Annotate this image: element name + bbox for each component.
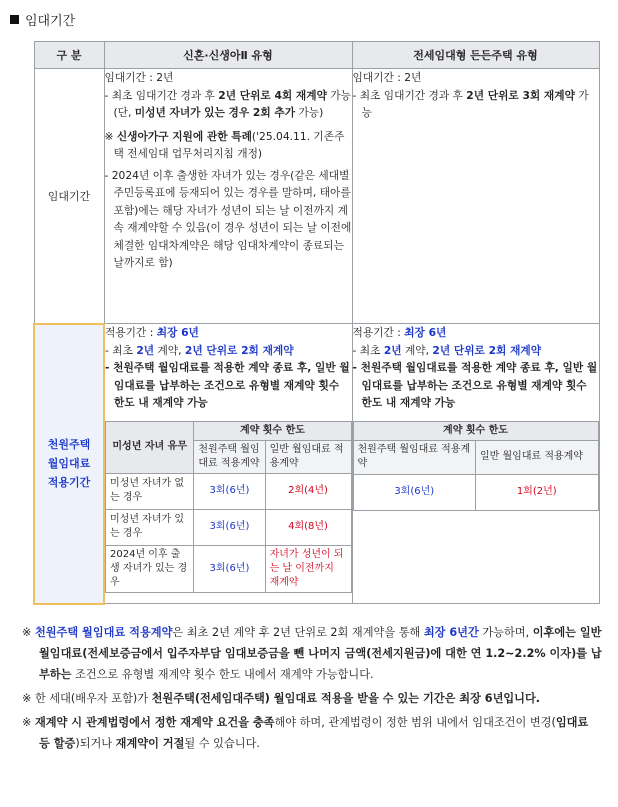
sub-header-minor-child: 미성년 자녀 유무 [106,421,194,473]
period-line: 임대기간 : 2년 [104,71,174,84]
jeonse-limit-subtable [353,421,599,511]
apply-period-line: 적용기간 : 최장 6년 [352,326,447,339]
cheonwon-value: 3회(6년) [194,473,265,509]
general-value: 자녀가 성년이 되는 날 이전까지 재계약 [265,545,351,592]
jeonse-rental-period-cell [352,69,599,324]
general-value: 2회(4년) [265,473,351,509]
footnote-cheonwon: ※ 천원주택 월임대료 적용계약은 최초 2년 계약 후 2년 단위로 2회 재계약을 통해 최장 6년간 가능하며, 이후에는 일반 월임대료(전세보증금에서 입주자부담 임대보증금을 뺀 나머지 금액(전세지원금)에 대한 연 1.2~2.2% 이자)를 납부하는 조건으로 유형별 재계약 횟수 한도 내에서 재계약 가능합니다. [22,626,602,681]
newlywed-cheonwon-cell [104,324,352,604]
general-value: 4회(8년) [265,509,351,545]
sub-header-general: 일반 월임대료 적용계약 [476,440,599,474]
general-rent-bullet: - 천원주택 월임대료를 적용한 계약 종료 후, 일반 월임대료를 납부하는 조건으로 유형별 재계약 횟수 한도 내 재계약 가능 [352,361,598,409]
col-header-newlywed: 신혼·신생아Ⅱ 유형 [104,42,352,69]
row-label-rental-period: 임대기간 [34,69,104,324]
footnote-renewal: ※ 재계약 시 관계법령에서 정한 재계약 요건을 충족해야 하며, 관계법령이 정한 범위 내에서 임대조건이 변경(임대료 등 할증)되거나 재계약이 거절될 수 있습니다. [22,716,589,750]
header-row [34,42,599,69]
sub-header-cheonwon: 천원주택 월임대료 적용계약 [194,440,265,473]
period-line: 임대기간 : 2년 [352,71,422,84]
square-bullet-icon [10,15,19,24]
table-row [106,509,352,545]
row-rental-period [34,69,599,324]
rental-period-table [33,41,600,605]
apply-period-line: 적용기간 : 최장 6년 [105,326,199,339]
table-row [106,545,352,592]
row-label: 미성년 자녀가 없는 경우 [106,473,194,509]
row-cheonwon-period [34,324,599,604]
footnotes [22,622,602,757]
footnote-household: ※ 한 세대(배우자 포함)가 천원주택(전세임대주택) 월임대료 적용을 받을 수 있는 기간은 최장 6년입니다. [22,692,541,705]
first-contract-bullet: - 최초 2년 계약, 2년 단위로 2회 재계약 [105,343,294,357]
newborn-special-note: ※ 신생아가구 지원에 관한 특례('25.04.11. 기존주택 전세임대 업무처리지침 개정) [104,129,345,160]
cheonwon-value: 3회(6년) [194,545,265,592]
sub-header-limit: 계약 횟수 한도 [194,421,351,440]
sub-header-general: 일반 월임대료 적용계약 [265,440,351,473]
sub-header-limit: 계약 횟수 한도 [353,421,598,440]
newlywed-rental-period-cell [104,69,352,324]
newlywed-limit-subtable [105,421,352,593]
row-label-cheonwon-period: 천원주택 월임대료 적용기간 [34,324,104,604]
general-rent-bullet: - 천원주택 월임대료를 적용한 계약 종료 후, 일반 월임대료를 납부하는 조건으로 유형별 재계약 횟수 한도 내 재계약 가능 [105,361,350,409]
general-value: 1회(2년) [476,474,599,510]
table-row [353,474,598,510]
row-label: 미성년 자녀가 있는 경우 [106,509,194,545]
col-header-category: 구 분 [34,42,104,69]
section-title: 임대기간 [10,10,75,29]
row-label: 2024년 이후 출생 자녀가 있는 경우 [106,545,194,592]
table-row [106,473,352,509]
cheonwon-value: 3회(6년) [353,474,476,510]
first-contract-bullet: - 최초 2년 계약, 2년 단위로 2회 재계약 [352,343,542,357]
sub-header-cheonwon: 천원주택 월임대료 적용계약 [353,440,476,474]
renewal-bullet: - 최초 임대기간 경과 후 2년 단위로 4회 재계약 가능(단, 미성년 자녀가 있는 경우 2회 추가 가능) [104,88,351,119]
cheonwon-value: 3회(6년) [194,509,265,545]
jeonse-cheonwon-cell [352,324,599,604]
renewal-bullet: - 최초 임대기간 경과 후 2년 단위로 3회 재계약 가능 [352,88,589,119]
col-header-jeonse: 전세임대형 든든주택 유형 [352,42,599,69]
newborn-bullet: - 2024년 이후 출생한 자녀가 있는 경우(같은 세대별 주민등록표에 등재되어 있는 경우를 말하며, 태아를 포함)에는 해당 자녀가 성년이 되는 날 이전까지 계속 재계약할 수 있음(이 경우 성년이 되는 날 이전에 체결한 임대차계약은 해당 임대차계약이 종료되는 날까지로 함) [104,168,352,269]
